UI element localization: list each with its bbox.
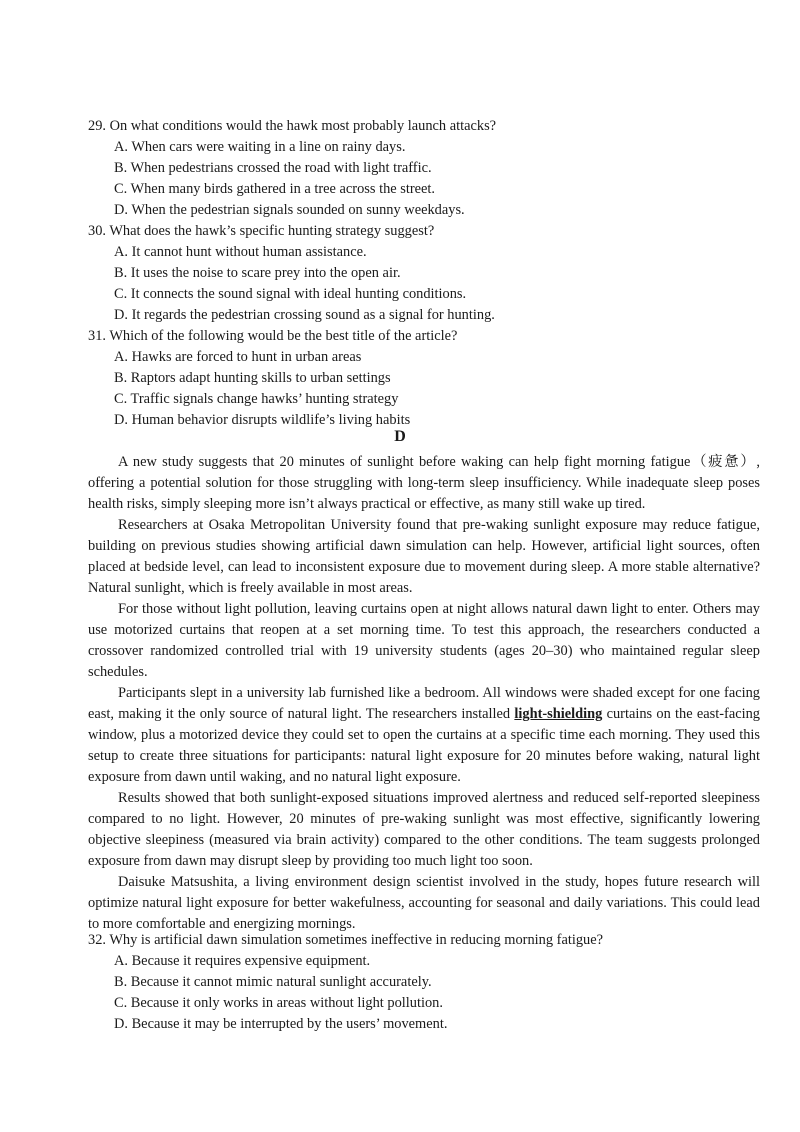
- question-29-option-b: B. When pedestrians crossed the road with light traffic.: [114, 160, 432, 176]
- passage-paragraph-5: Results showed that both sunlight-exposed situations improved alertness and reduced self-reported sleepiness compared to no light. However, 20 minutes of pre-waking sunlight was most effective, significantly lowering objective sleepiness (measured via brain activity) compared to the other conditions. The team suggests prolonged exposure from dawn may disrupt sleep by providing too much light too soon.: [88, 790, 760, 869]
- question-31-option-d: D. Human behavior disrupts wildlife’s living habits: [114, 412, 411, 428]
- passage-paragraph-3: For those without light pollution, leaving curtains open at night allows natural dawn light to enter. Others may use motorized curtains that reopen at a set morning time. To test this approach, the researchers conducted a crossover randomized controlled trial with 19 university students (ages 20–30) who maintained regular sleep schedules.: [88, 601, 760, 680]
- question-29-option-c: C. When many birds gathered in a tree across the street.: [114, 181, 436, 197]
- question-30-option-d: D. It regards the pedestrian crossing sound as a signal for hunting.: [114, 307, 495, 323]
- question-30-option-b: B. It uses the noise to scare prey into the open air.: [114, 265, 401, 281]
- question-32-option-c: C. Because it only works in areas without light pollution.: [114, 995, 443, 1011]
- paragraph-4-text-after: curtains on the east-facing window, plus a motorized device they could set to open the curtains at a specific time each morning. They used this setup to create three situations for participants: natural light exposure for 20 minutes before waking, natural light exposure from dawn until waking, and no natural light exposure.: [88, 706, 760, 785]
- question-32-option-b: B. Because it cannot mimic natural sunlight accurately.: [114, 974, 432, 990]
- passage-paragraph-6: Daisuke Matsushita, a living environment design scientist involved in the study, hopes future research will optimize natural light exposure for better wakefulness, accounting for seasonal and daily variations. This could lead to more comfortable and energizing mornings.: [88, 874, 760, 932]
- passage-paragraph-2: Researchers at Osaka Metropolitan University found that pre-waking sunlight exposure may reduce fatigue, building on previous studies showing artificial dawn simulation can help. However, artificial light sources, often placed at bedside level, can lead to inconsistent exposure due to movement during sleep. A more stable alternative? Natural sunlight, which is freely available in most areas.: [88, 517, 760, 596]
- paragraph-4-text-before: Participants slept in a university lab furnished like a bedroom. All windows were shaded except for one facing east, making it the only source of natural light. The researchers installed: [88, 685, 760, 722]
- question-31-option-b: B. Raptors adapt hunting skills to urban settings: [114, 370, 391, 386]
- question-block-32: [88, 930, 760, 1035]
- passage-paragraph-1: A new study suggests that 20 minutes of sunlight before waking can help fight morning fatigue（疲惫）, offering a potential solution for those struggling with long-term sleep insufficiency. While inadequate sleep poses health risks, simply sleeping more isn’t always practical or effective, as many still wake up tired.: [88, 454, 760, 512]
- question-32-option-a: A. Because it requires expensive equipment.: [114, 953, 371, 969]
- question-32-stem: 32. Why is artificial dawn simulation sometimes ineffective in reducing morning fatigue?: [88, 932, 603, 948]
- question-29-stem: 29. On what conditions would the hawk most probably launch attacks?: [88, 118, 497, 134]
- passage-d: [88, 452, 760, 935]
- question-30-option-c: C. It connects the sound signal with ideal hunting conditions.: [114, 286, 467, 302]
- question-30-option-a: A. It cannot hunt without human assistance.: [114, 244, 367, 260]
- question-30-stem: 30. What does the hawk’s specific hunting strategy suggest?: [88, 223, 435, 239]
- question-31-stem: 31. Which of the following would be the best title of the article?: [88, 328, 458, 344]
- section-heading-d: D: [394, 428, 406, 445]
- question-32-option-d: D. Because it may be interrupted by the users’ movement.: [114, 1016, 448, 1032]
- passage-paragraph-4: [88, 683, 760, 788]
- question-29-option-a: A. When cars were waiting in a line on rainy days.: [114, 139, 406, 155]
- question-31-option-c: C. Traffic signals change hawks’ hunting strategy: [114, 391, 399, 407]
- question-31-option-a: A. Hawks are forced to hunt in urban areas: [114, 349, 362, 365]
- question-29-option-d: D. When the pedestrian signals sounded on sunny weekdays.: [114, 202, 465, 218]
- question-block-29-31: [88, 116, 760, 431]
- underlined-keyword: light-shielding: [514, 706, 603, 722]
